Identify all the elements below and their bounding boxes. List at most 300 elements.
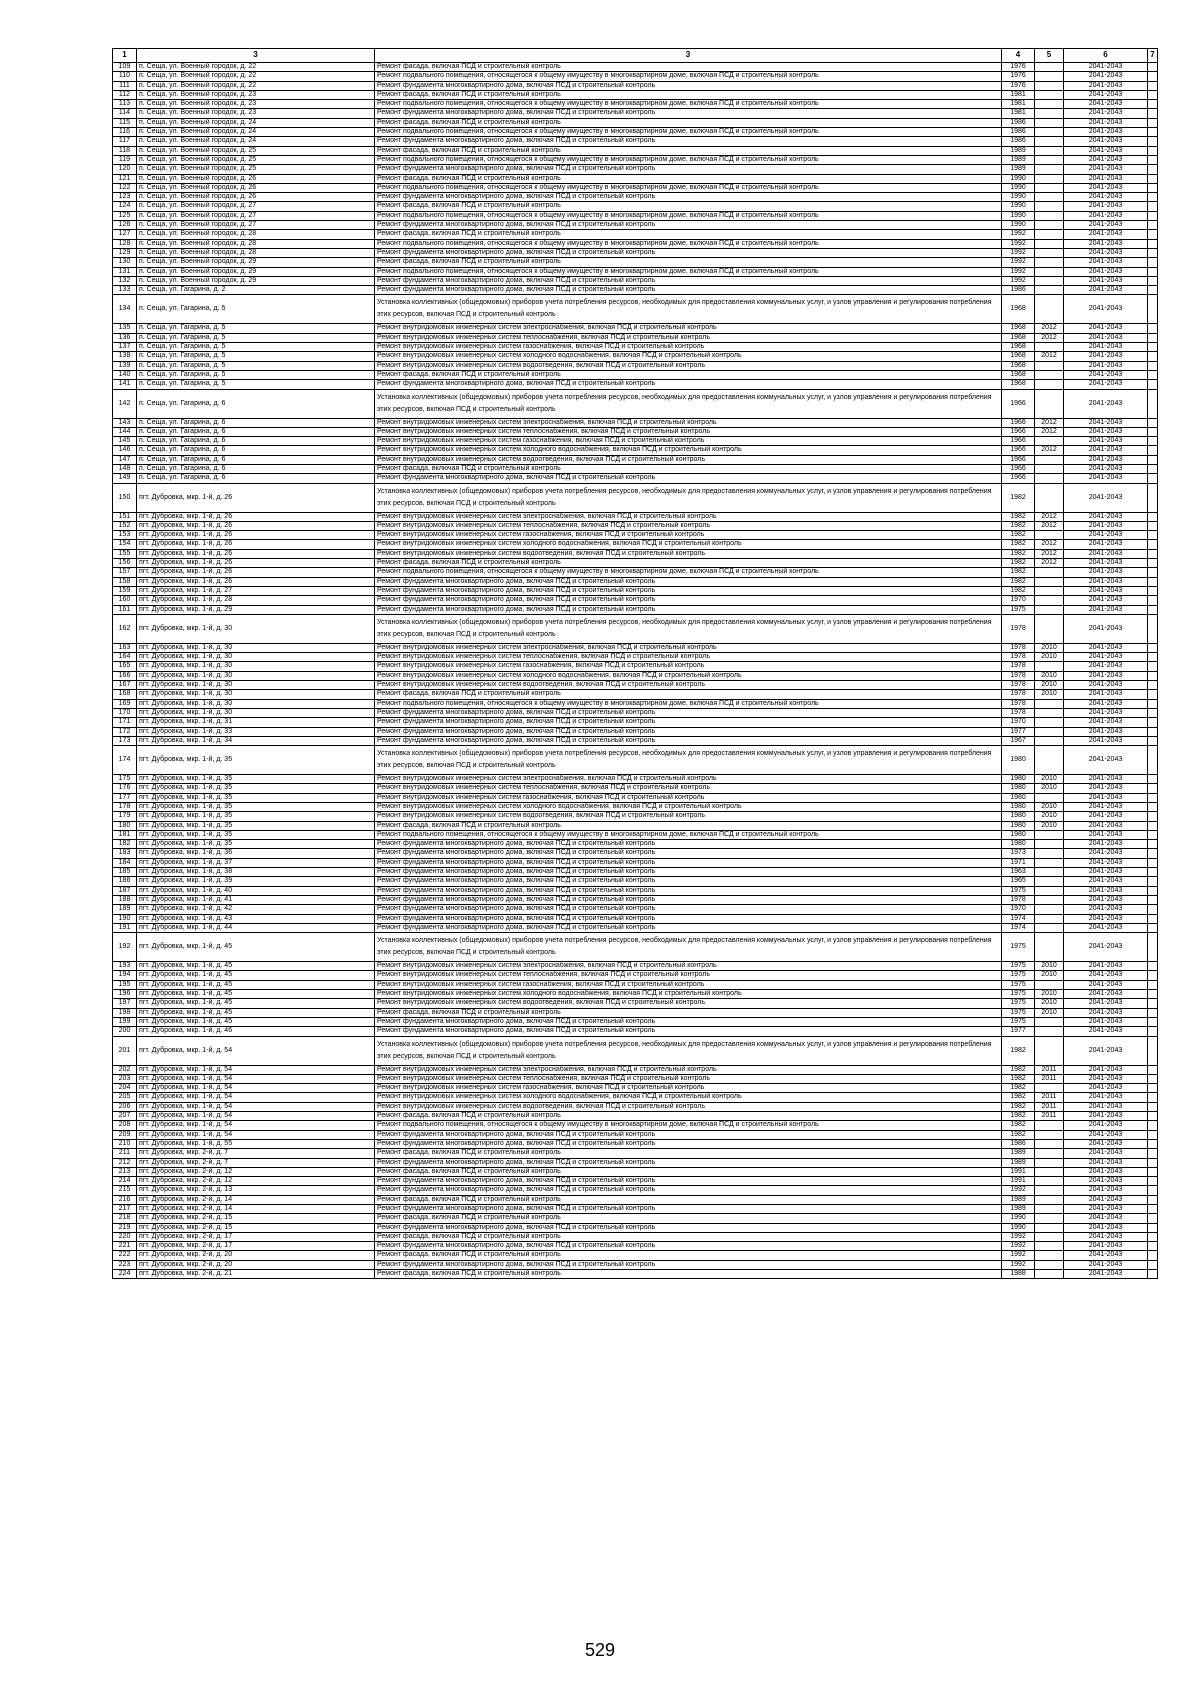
- table-row: [113, 746, 1158, 775]
- planned-period-cell: 2041-2043: [1064, 380, 1148, 389]
- build-year-cell: 1977: [1002, 1027, 1035, 1036]
- planned-period-cell: 2041-2043: [1064, 923, 1148, 932]
- table-row: [113, 63, 1158, 72]
- table-row: [113, 1251, 1158, 1260]
- build-year-cell: 1986: [1002, 128, 1035, 137]
- extra-cell: [1148, 1112, 1158, 1121]
- planned-period-cell: 2041-2043: [1064, 840, 1148, 849]
- row-number: 185: [113, 868, 137, 877]
- address-cell: п. Сеща, ул. Гагарина, д. 6: [137, 464, 375, 473]
- table-row: [113, 1260, 1158, 1269]
- work-type-cell: Ремонт фасада, включая ПСД и строительный контроль: [375, 1167, 1002, 1176]
- row-number: 173: [113, 736, 137, 745]
- row-number: 134: [113, 295, 137, 324]
- work-type-cell: Ремонт фасада, включая ПСД и строительный контроль: [375, 174, 1002, 183]
- extra-cell: [1148, 1139, 1158, 1148]
- last-repair-year-cell: 2010: [1035, 690, 1064, 699]
- last-repair-year-cell: [1035, 905, 1064, 914]
- work-type-cell: Ремонт фундамента многоквартирного дома, включая ПСД и строительный контроль: [375, 708, 1002, 717]
- build-year-cell: 1980: [1002, 784, 1035, 793]
- last-repair-year-cell: [1035, 914, 1064, 923]
- build-year-cell: 1982: [1002, 559, 1035, 568]
- row-number: 150: [113, 483, 137, 512]
- build-year-cell: 1978: [1002, 699, 1035, 708]
- last-repair-year-cell: [1035, 1214, 1064, 1223]
- extra-cell: [1148, 343, 1158, 352]
- build-year-cell: 1968: [1002, 352, 1035, 361]
- row-number: 116: [113, 128, 137, 137]
- table-row: [113, 690, 1158, 699]
- last-repair-year-cell: 2010: [1035, 671, 1064, 680]
- work-type-cell: Ремонт фундамента многоквартирного дома, включая ПСД и строительный контроль: [375, 868, 1002, 877]
- address-cell: пгт. Дубровка, мкр. 2-й, д. 12: [137, 1177, 375, 1186]
- table-row: [113, 803, 1158, 812]
- table-row: [113, 211, 1158, 220]
- planned-period-cell: 2041-2043: [1064, 361, 1148, 370]
- table-row: [113, 1130, 1158, 1139]
- table-row: [113, 933, 1158, 962]
- build-year-cell: 1968: [1002, 324, 1035, 333]
- planned-period-cell: 2041-2043: [1064, 1149, 1148, 1158]
- planned-period-cell: 2041-2043: [1064, 812, 1148, 821]
- row-number: 213: [113, 1167, 137, 1176]
- work-type-cell: Ремонт внутридомовых инженерных систем холодного водоснабжения, включая ПСД и строительный контроль: [375, 990, 1002, 999]
- address-cell: п. Сеща, ул. Гагарина, д. 2: [137, 286, 375, 295]
- last-repair-year-cell: [1035, 128, 1064, 137]
- extra-cell: [1148, 549, 1158, 558]
- row-number: 194: [113, 971, 137, 980]
- table-row: [113, 193, 1158, 202]
- row-number: 170: [113, 708, 137, 717]
- table-row: [113, 464, 1158, 473]
- work-type-cell: Ремонт фундамента многоквартирного дома, включая ПСД и строительный контроль: [375, 923, 1002, 932]
- register-sheet: [112, 48, 1157, 1279]
- table-row: [113, 1214, 1158, 1223]
- build-year-cell: 1982: [1002, 1093, 1035, 1102]
- work-type-cell: Ремонт фундамента многоквартирного дома, включая ПСД и строительный контроль: [375, 1186, 1002, 1195]
- build-year-cell: 1968: [1002, 361, 1035, 370]
- planned-period-cell: 2041-2043: [1064, 877, 1148, 886]
- extra-cell: [1148, 1204, 1158, 1213]
- extra-cell: [1148, 474, 1158, 483]
- build-year-cell: 1978: [1002, 653, 1035, 662]
- planned-period-cell: 2041-2043: [1064, 146, 1148, 155]
- extra-cell: [1148, 183, 1158, 192]
- build-year-cell: 1992: [1002, 1232, 1035, 1241]
- work-type-cell: Ремонт внутридомовых инженерных систем теплоснабжения, включая ПСД и строительный контроль: [375, 653, 1002, 662]
- table-row: [113, 662, 1158, 671]
- header-cell: 5: [1035, 49, 1064, 63]
- extra-cell: [1148, 483, 1158, 512]
- address-cell: пгт. Дубровка, мкр. 1-й, д. 40: [137, 886, 375, 895]
- last-repair-year-cell: [1035, 586, 1064, 595]
- table-row: [113, 221, 1158, 230]
- last-repair-year-cell: 2012: [1035, 333, 1064, 342]
- table-row: [113, 258, 1158, 267]
- extra-cell: [1148, 559, 1158, 568]
- last-repair-year-cell: [1035, 343, 1064, 352]
- address-cell: пгт. Дубровка, мкр. 1-й, д. 34: [137, 736, 375, 745]
- table-row: [113, 736, 1158, 745]
- build-year-cell: 1975: [1002, 1008, 1035, 1017]
- planned-period-cell: 2041-2043: [1064, 427, 1148, 436]
- address-cell: пгт. Дубровка, мкр. 1-й, д. 27: [137, 586, 375, 595]
- table-row: [113, 793, 1158, 802]
- extra-cell: [1148, 211, 1158, 220]
- address-cell: п. Сеща, ул. Военный городок, д. 29: [137, 267, 375, 276]
- address-cell: п. Сеща, ул. Гагарина, д. 5: [137, 370, 375, 379]
- address-cell: п. Сеща, ул. Военный городок, д. 22: [137, 72, 375, 81]
- extra-cell: [1148, 895, 1158, 904]
- work-type-cell: Установка коллективных (общедомовых) приборов учета потребления ресурсов, необходимых для предоставления коммунальных услуг, и узлов управления и регулирования потребления этих ресурсов, включая ПСД и строительный контроль: [375, 483, 1002, 512]
- row-number: 209: [113, 1130, 137, 1139]
- extra-cell: [1148, 63, 1158, 72]
- extra-cell: [1148, 962, 1158, 971]
- address-cell: п. Сеща, ул. Гагарина, д. 6: [137, 427, 375, 436]
- last-repair-year-cell: [1035, 193, 1064, 202]
- planned-period-cell: 2041-2043: [1064, 183, 1148, 192]
- last-repair-year-cell: [1035, 1036, 1064, 1065]
- table-row: [113, 90, 1158, 99]
- row-number: 128: [113, 239, 137, 248]
- last-repair-year-cell: [1035, 183, 1064, 192]
- extra-cell: [1148, 1149, 1158, 1158]
- build-year-cell: 1966: [1002, 427, 1035, 436]
- last-repair-year-cell: [1035, 437, 1064, 446]
- work-type-cell: Ремонт фундамента многоквартирного дома, включая ПСД и строительный контроль: [375, 165, 1002, 174]
- work-type-cell: Ремонт подвального помещения, относящегося к общему имуществу в многоквартирном доме, включая ПСД и строительный контроль: [375, 100, 1002, 109]
- extra-cell: [1148, 100, 1158, 109]
- table-row: [113, 1158, 1158, 1167]
- planned-period-cell: 2041-2043: [1064, 803, 1148, 812]
- address-cell: п. Сеща, ул. Военный городок, д. 26: [137, 183, 375, 192]
- row-number: 139: [113, 361, 137, 370]
- work-type-cell: Ремонт внутридомовых инженерных систем газоснабжения, включая ПСД и строительный контроль: [375, 1084, 1002, 1093]
- extra-cell: [1148, 990, 1158, 999]
- row-number: 160: [113, 596, 137, 605]
- row-number: 193: [113, 962, 137, 971]
- build-year-cell: 1975: [1002, 962, 1035, 971]
- work-type-cell: Ремонт фасада, включая ПСД и строительный контроль: [375, 1251, 1002, 1260]
- row-number: 136: [113, 333, 137, 342]
- work-type-cell: Ремонт внутридомовых инженерных систем электроснабжения, включая ПСД и строительный контроль: [375, 962, 1002, 971]
- row-number: 140: [113, 370, 137, 379]
- row-number: 135: [113, 324, 137, 333]
- last-repair-year-cell: [1035, 202, 1064, 211]
- last-repair-year-cell: 2011: [1035, 1102, 1064, 1111]
- last-repair-year-cell: [1035, 1158, 1064, 1167]
- planned-period-cell: 2041-2043: [1064, 708, 1148, 717]
- address-cell: п. Сеща, ул. Гагарина, д. 6: [137, 437, 375, 446]
- row-number: 204: [113, 1084, 137, 1093]
- planned-period-cell: 2041-2043: [1064, 258, 1148, 267]
- row-number: 148: [113, 464, 137, 473]
- work-type-cell: Установка коллективных (общедомовых) приборов учета потребления ресурсов, необходимых для предоставления коммунальных услуг, и узлов управления и регулирования потребления этих ресурсов, включая ПСД и строительный контроль: [375, 933, 1002, 962]
- work-type-cell: Ремонт фасада, включая ПСД и строительный контроль: [375, 1149, 1002, 1158]
- table-row: [113, 72, 1158, 81]
- last-repair-year-cell: [1035, 81, 1064, 90]
- planned-period-cell: 2041-2043: [1064, 858, 1148, 867]
- extra-cell: [1148, 1158, 1158, 1167]
- table-row: [113, 483, 1158, 512]
- extra-cell: [1148, 971, 1158, 980]
- planned-period-cell: 2041-2043: [1064, 746, 1148, 775]
- extra-cell: [1148, 923, 1158, 932]
- planned-period-cell: 2041-2043: [1064, 999, 1148, 1008]
- build-year-cell: 1992: [1002, 276, 1035, 285]
- extra-cell: [1148, 137, 1158, 146]
- extra-cell: [1148, 999, 1158, 1008]
- work-type-cell: Ремонт внутридомовых инженерных систем теплоснабжения, включая ПСД и строительный контроль: [375, 784, 1002, 793]
- address-cell: пгт. Дубровка, мкр. 1-й, д. 46: [137, 1027, 375, 1036]
- address-cell: пгт. Дубровка, мкр. 1-й, д. 54: [137, 1112, 375, 1121]
- extra-cell: [1148, 1084, 1158, 1093]
- planned-period-cell: 2041-2043: [1064, 1074, 1148, 1083]
- build-year-cell: 1966: [1002, 437, 1035, 446]
- planned-period-cell: 2041-2043: [1064, 1084, 1148, 1093]
- row-number: 133: [113, 286, 137, 295]
- extra-cell: [1148, 352, 1158, 361]
- last-repair-year-cell: [1035, 211, 1064, 220]
- address-cell: пгт. Дубровка, мкр. 2-й, д. 15: [137, 1214, 375, 1223]
- extra-cell: [1148, 775, 1158, 784]
- table-row: [113, 118, 1158, 127]
- extra-cell: [1148, 174, 1158, 183]
- row-number: 211: [113, 1149, 137, 1158]
- extra-cell: [1148, 980, 1158, 989]
- last-repair-year-cell: [1035, 662, 1064, 671]
- extra-cell: [1148, 1027, 1158, 1036]
- table-row: [113, 1242, 1158, 1251]
- header-cell: 3: [137, 49, 375, 63]
- table-row: [113, 165, 1158, 174]
- build-year-cell: 1986: [1002, 1139, 1035, 1148]
- row-number: 145: [113, 437, 137, 446]
- planned-period-cell: 2041-2043: [1064, 1158, 1148, 1167]
- planned-period-cell: 2041-2043: [1064, 1036, 1148, 1065]
- table-row: [113, 568, 1158, 577]
- build-year-cell: 1975: [1002, 971, 1035, 980]
- row-number: 216: [113, 1195, 137, 1204]
- extra-cell: [1148, 662, 1158, 671]
- work-type-cell: Ремонт фундамента многоквартирного дома, включая ПСД и строительный контроль: [375, 221, 1002, 230]
- extra-cell: [1148, 858, 1158, 867]
- planned-period-cell: 2041-2043: [1064, 971, 1148, 980]
- extra-cell: [1148, 1008, 1158, 1017]
- planned-period-cell: 2041-2043: [1064, 63, 1148, 72]
- row-number: 220: [113, 1232, 137, 1241]
- last-repair-year-cell: [1035, 90, 1064, 99]
- last-repair-year-cell: [1035, 258, 1064, 267]
- work-type-cell: Ремонт фундамента многоквартирного дома, включая ПСД и строительный контроль: [375, 596, 1002, 605]
- extra-cell: [1148, 905, 1158, 914]
- planned-period-cell: 2041-2043: [1064, 211, 1148, 220]
- work-type-cell: Ремонт подвального помещения, относящегося к общему имуществу в многоквартирном доме, включая ПСД и строительный контроль: [375, 568, 1002, 577]
- last-repair-year-cell: [1035, 474, 1064, 483]
- row-number: 130: [113, 258, 137, 267]
- row-number: 168: [113, 690, 137, 699]
- address-cell: пгт. Дубровка, мкр. 1-й, д. 36: [137, 849, 375, 858]
- last-repair-year-cell: [1035, 1017, 1064, 1026]
- extra-cell: [1148, 295, 1158, 324]
- build-year-cell: 1966: [1002, 464, 1035, 473]
- last-repair-year-cell: [1035, 886, 1064, 895]
- address-cell: пгт. Дубровка, мкр. 1-й, д. 54: [137, 1084, 375, 1093]
- work-type-cell: Ремонт фундамента многоквартирного дома, включая ПСД и строительный контроль: [375, 727, 1002, 736]
- work-type-cell: Ремонт фасада, включая ПСД и строительный контроль: [375, 258, 1002, 267]
- build-year-cell: 1975: [1002, 990, 1035, 999]
- planned-period-cell: 2041-2043: [1064, 1093, 1148, 1102]
- work-type-cell: Ремонт внутридомовых инженерных систем электроснабжения, включая ПСД и строительный контроль: [375, 643, 1002, 652]
- planned-period-cell: 2041-2043: [1064, 662, 1148, 671]
- extra-cell: [1148, 708, 1158, 717]
- row-number: 191: [113, 923, 137, 932]
- last-repair-year-cell: [1035, 868, 1064, 877]
- table-row: [113, 708, 1158, 717]
- work-type-cell: Ремонт фундамента многоквартирного дома, включая ПСД и строительный контроль: [375, 474, 1002, 483]
- extra-cell: [1148, 586, 1158, 595]
- extra-cell: [1148, 324, 1158, 333]
- build-year-cell: 1980: [1002, 812, 1035, 821]
- build-year-cell: 1990: [1002, 202, 1035, 211]
- row-number: 175: [113, 775, 137, 784]
- work-type-cell: Ремонт фасада, включая ПСД и строительный контроль: [375, 1195, 1002, 1204]
- table-row: [113, 1036, 1158, 1065]
- last-repair-year-cell: 2010: [1035, 1008, 1064, 1017]
- extra-cell: [1148, 1102, 1158, 1111]
- last-repair-year-cell: [1035, 877, 1064, 886]
- build-year-cell: 1974: [1002, 914, 1035, 923]
- planned-period-cell: 2041-2043: [1064, 295, 1148, 324]
- last-repair-year-cell: [1035, 727, 1064, 736]
- address-cell: п. Сеща, ул. Военный городок, д. 27: [137, 202, 375, 211]
- extra-cell: [1148, 830, 1158, 839]
- header-cell: 3: [375, 49, 1002, 63]
- build-year-cell: 1982: [1002, 568, 1035, 577]
- last-repair-year-cell: [1035, 239, 1064, 248]
- work-type-cell: Ремонт фундамента многоквартирного дома, включая ПСД и строительный контроль: [375, 586, 1002, 595]
- last-repair-year-cell: [1035, 1139, 1064, 1148]
- extra-cell: [1148, 521, 1158, 530]
- planned-period-cell: 2041-2043: [1064, 446, 1148, 455]
- address-cell: пгт. Дубровка, мкр. 1-й, д. 26: [137, 540, 375, 549]
- build-year-cell: 1980: [1002, 746, 1035, 775]
- planned-period-cell: 2041-2043: [1064, 1186, 1148, 1195]
- address-cell: пгт. Дубровка, мкр. 2-й, д. 13: [137, 1186, 375, 1195]
- address-cell: п. Сеща, ул. Гагарина, д. 5: [137, 343, 375, 352]
- address-cell: пгт. Дубровка, мкр. 1-й, д. 35: [137, 803, 375, 812]
- extra-cell: [1148, 1177, 1158, 1186]
- last-repair-year-cell: [1035, 1084, 1064, 1093]
- build-year-cell: 1992: [1002, 239, 1035, 248]
- extra-cell: [1148, 886, 1158, 895]
- row-number: 152: [113, 521, 137, 530]
- row-number: 224: [113, 1270, 137, 1279]
- extra-cell: [1148, 1214, 1158, 1223]
- last-repair-year-cell: 2010: [1035, 999, 1064, 1008]
- extra-cell: [1148, 727, 1158, 736]
- work-type-cell: Ремонт фундамента многоквартирного дома, включая ПСД и строительный контроль: [375, 248, 1002, 257]
- work-type-cell: Ремонт фасада, включая ПСД и строительный контроль: [375, 90, 1002, 99]
- row-number: 203: [113, 1074, 137, 1083]
- address-cell: пгт. Дубровка, мкр. 1-й, д. 45: [137, 1017, 375, 1026]
- address-cell: пгт. Дубровка, мкр. 2-й, д. 12: [137, 1167, 375, 1176]
- table-row: [113, 596, 1158, 605]
- extra-cell: [1148, 933, 1158, 962]
- last-repair-year-cell: 2012: [1035, 418, 1064, 427]
- last-repair-year-cell: [1035, 1232, 1064, 1241]
- address-cell: п. Сеща, ул. Гагарина, д. 5: [137, 361, 375, 370]
- extra-cell: [1148, 877, 1158, 886]
- planned-period-cell: 2041-2043: [1064, 324, 1148, 333]
- extra-cell: [1148, 286, 1158, 295]
- last-repair-year-cell: [1035, 1242, 1064, 1251]
- build-year-cell: 1977: [1002, 727, 1035, 736]
- work-type-cell: Ремонт внутридомовых инженерных систем водоотведения, включая ПСД и строительный контроль: [375, 455, 1002, 464]
- planned-period-cell: 2041-2043: [1064, 1121, 1148, 1130]
- row-number: 138: [113, 352, 137, 361]
- build-year-cell: 1991: [1002, 1177, 1035, 1186]
- table-row: [113, 1149, 1158, 1158]
- work-type-cell: Ремонт внутридомовых инженерных систем теплоснабжения, включая ПСД и строительный контроль: [375, 1074, 1002, 1083]
- header-cell: 7: [1148, 49, 1158, 63]
- last-repair-year-cell: [1035, 718, 1064, 727]
- address-cell: пгт. Дубровка, мкр. 1-й, д. 42: [137, 905, 375, 914]
- extra-cell: [1148, 914, 1158, 923]
- planned-period-cell: 2041-2043: [1064, 577, 1148, 586]
- row-number: 174: [113, 746, 137, 775]
- address-cell: пгт. Дубровка, мкр. 1-й, д. 54: [137, 1130, 375, 1139]
- build-year-cell: 1992: [1002, 230, 1035, 239]
- work-type-cell: Ремонт внутридомовых инженерных систем холодного водоснабжения, включая ПСД и строительный контроль: [375, 446, 1002, 455]
- build-year-cell: 1980: [1002, 793, 1035, 802]
- build-year-cell: 1989: [1002, 146, 1035, 155]
- build-year-cell: 1968: [1002, 343, 1035, 352]
- table-row: [113, 699, 1158, 708]
- build-year-cell: 1975: [1002, 980, 1035, 989]
- planned-period-cell: 2041-2043: [1064, 784, 1148, 793]
- last-repair-year-cell: 2010: [1035, 971, 1064, 980]
- build-year-cell: 1970: [1002, 905, 1035, 914]
- table-row: [113, 1017, 1158, 1026]
- build-year-cell: 1992: [1002, 1242, 1035, 1251]
- table-row: [113, 775, 1158, 784]
- table-row: [113, 1008, 1158, 1017]
- repair-schedule-table: [112, 48, 1158, 1279]
- table-row: [113, 905, 1158, 914]
- work-type-cell: Ремонт фасада, включая ПСД и строительный контроль: [375, 464, 1002, 473]
- build-year-cell: 1966: [1002, 389, 1035, 418]
- planned-period-cell: 2041-2043: [1064, 1260, 1148, 1269]
- extra-cell: [1148, 718, 1158, 727]
- table-row: [113, 895, 1158, 904]
- build-year-cell: 1982: [1002, 1084, 1035, 1093]
- planned-period-cell: 2041-2043: [1064, 221, 1148, 230]
- last-repair-year-cell: [1035, 248, 1064, 257]
- header-cell: 6: [1064, 49, 1148, 63]
- work-type-cell: Ремонт фундамента многоквартирного дома, включая ПСД и строительный контроль: [375, 109, 1002, 118]
- row-number: 210: [113, 1139, 137, 1148]
- table-row: [113, 840, 1158, 849]
- last-repair-year-cell: 2012: [1035, 512, 1064, 521]
- table-row: [113, 868, 1158, 877]
- extra-cell: [1148, 812, 1158, 821]
- table-row: [113, 1112, 1158, 1121]
- row-number: 200: [113, 1027, 137, 1036]
- table-row: [113, 512, 1158, 521]
- work-type-cell: Ремонт внутридомовых инженерных систем холодного водоснабжения, включая ПСД и строительный контроль: [375, 803, 1002, 812]
- table-row: [113, 474, 1158, 483]
